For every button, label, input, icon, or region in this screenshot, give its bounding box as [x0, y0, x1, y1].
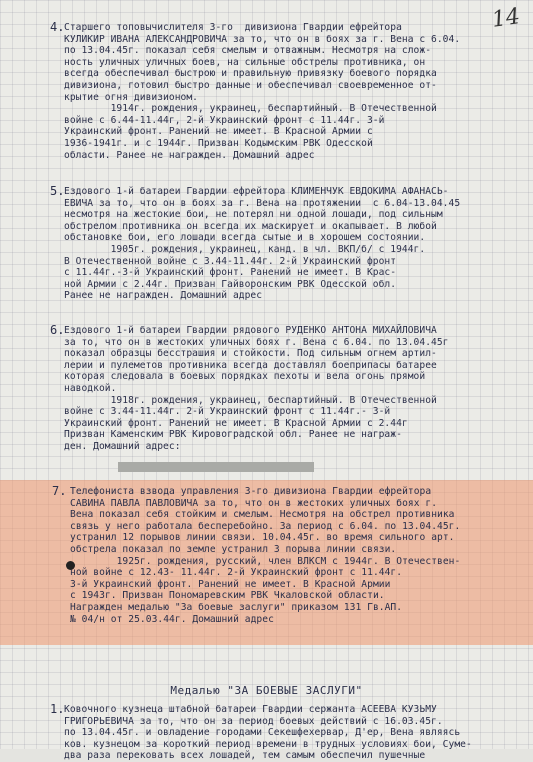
entry-line: Ковочного кузнеца штабной батареи Гвардии сержанта АСЕЕВА КУЗЬМУ	[64, 704, 437, 715]
entry-line: показал образцы бесстрашия и стойкости. Под сильным огнем артил-	[64, 348, 437, 360]
entry-line: 1918г. рождения, украинец, беспартийный. В Отечественной	[64, 394, 437, 406]
entry-line: которая следовала в боевых порядках пехоты и вела огонь прямой	[64, 371, 426, 383]
entry-number: 7.	[52, 484, 67, 498]
entry-number: 5.	[50, 184, 65, 198]
entry-line: Украинский фронт. Ранений не имеет. В Красной Армии с	[64, 126, 373, 138]
entry-line: Ранее не награжден. Домашний адрес	[64, 290, 263, 302]
entry-line: обстрелом противника он всегда их маскирует и окапывает. В любой	[64, 220, 437, 232]
entry-line: устранил 12 порывов линии связи. 10.04.45г. во время сильного арт.	[70, 532, 455, 544]
entry-number: 1.	[50, 702, 65, 716]
entry-line: с 1943г. Призван Пономаревским РВК Чкаловской области.	[70, 590, 385, 602]
entry-number: 6.	[50, 323, 65, 337]
medal-heading: Медалью "ЗА БОЕВЫЕ ЗАСЛУГИ"	[170, 684, 363, 697]
entry-line: ной Армии с 2.44г. Призван Гайворонским РВК Одесской обл.	[64, 278, 397, 290]
entry-line: обстановке бои, его лошади всегда сытые и в хорошем состоянии.	[64, 232, 426, 244]
award-entry	[64, 704, 472, 762]
entry-line: дивизиона, готовил быстро данные и обеспечивал своевременное от-	[64, 79, 437, 91]
entry-line: Ездового 1-й батареи Гвардии рядового РУДЕНКО АНТОНА МИХАЙЛОВИЧА	[64, 325, 437, 336]
entry-line: 3-й Украинский фронт. Ранений не имеет. В Красной Армии	[70, 578, 391, 590]
award-entry	[64, 325, 449, 453]
award-entry	[70, 486, 460, 625]
entry-line: всегда обеспечивал быстрою и правильную привязку боевого порядка	[64, 68, 437, 80]
entry-line: лерии и пулеметов противника всегда доставлял боеприпасы батарее	[64, 359, 437, 371]
entry-line: войне с 6.44-11.44г, 2-й Украинский фронт с 11.44г. 3-й	[64, 114, 385, 126]
entry-line: войне с 3.44-11.44г. 2-й Украинский фронт с 11.44г.- 3-й	[64, 406, 391, 418]
award-entry	[64, 186, 460, 302]
entry-line: ЕВИЧА за то, что он в боях за г. Вена на протяжении с 6.04-13.04.45	[64, 197, 461, 209]
entry-line: 1925г. рождения, русский, член ВЛКСМ с 1944г. В Отечествен-	[70, 555, 461, 567]
entry-line: по 13.04.45г. показал себя смелым и отважным. Несмотря на слож-	[64, 45, 432, 57]
entry-line: обстрела показал по земле устранил 3 порыва линии связи.	[70, 543, 397, 555]
redaction-bar	[118, 462, 314, 472]
entry-number: 4.	[50, 20, 65, 34]
entry-line: крытие огня дивизионом.	[64, 91, 198, 103]
entry-line: В Отечественной войне с 3.44-11.44г. 2-й Украинский фронт	[64, 255, 397, 267]
entry-line: САВИНА ПАВЛА ПАВЛОВИЧА за то, что он в жестоких уличных боях г.	[70, 497, 438, 509]
entry-line: наводкой.	[64, 382, 117, 394]
entry-line: Призван Каменским РВК Кировоградской обл. Ранее не награж-	[64, 429, 402, 441]
entry-line: 1905г. рождения, украинец, канд. в чл. ВКП/б/ с 1944г.	[64, 243, 426, 255]
entry-line: КУЛИКИР ИВАНА АЛЕКСАНДРОВИЧА за то, что он в боях за г. Вена с 6.04.	[64, 33, 461, 45]
entry-line: два раза перековать всех лошадей, тем самым обеспечил пушечные	[64, 750, 426, 762]
entry-line: Телефониста взвода управления 3-го дивизиона Гвардии ефрейтора	[70, 486, 432, 497]
entry-line: Ездового 1-й батареи Гвардии ефрейтора КЛИМЕНЧУК ЕВДОКИМА АФАНАСЬ-	[64, 186, 449, 197]
entry-line: ной войне с 12.43- 11.44г. 2-й Украинский фронт с 11.44г.	[70, 567, 403, 579]
entry-line: по 13.04.45г. и овладение городами Секешфехервар, Д'ер, Вена являясь	[64, 727, 461, 739]
entry-line: 1914г. рождения, украинец, беспартийный. В Отечественной	[64, 103, 437, 115]
entry-line: ден. Домашний адрес:	[64, 440, 181, 452]
entry-line: ГРИГОРЬЕВИЧА за то, что он за период боевых действий с 16.03.45г.	[64, 715, 443, 727]
entry-line: Украинский фронт. Ранений не имеет. В Красной Армии с 2.44г	[64, 417, 408, 429]
entry-line: 1936-1941г. и с 1944г. Призван Кодымским РВК Одесской	[64, 137, 373, 149]
entry-line: за то, что он в жестоких уличных боях г. Вена с 6.04. по 13.04.45г	[64, 336, 449, 348]
entry-line: Старшего топовычислителя 3-го дивизиона Гвардии ефрейтора	[64, 22, 402, 33]
entry-line: связь у него работала бесперебойно. За период с 6.04. по 13.04.45г.	[70, 520, 461, 532]
entry-line: ность уличных уличных боев, на сильные обстрелы противника, он	[64, 56, 426, 68]
entry-line: несмотря на жестокие бои, не потерял ни одной лошади, под сильным	[64, 209, 443, 221]
page-marker: 14	[490, 4, 522, 33]
entry-line: с 11.44г.-3-й Украинский фронт. Ранений не имеет. В Крас-	[64, 267, 397, 279]
award-entry	[64, 22, 460, 161]
entry-line: № 04/н от 25.03.44г. Домашний адрес	[70, 613, 274, 625]
entry-line: ков. кузнецом за короткий период времени в трудных условиях бои, Суме-	[64, 738, 472, 750]
entry-line: Вена показал себя стойким и смелым. Несмотря на обстрел противника	[70, 509, 455, 521]
entry-line: области. Ранее не награжден. Домашний адрес	[64, 149, 315, 161]
entry-line: Награжден медалью "За боевые заслуги" приказом 131 Гв.АП.	[70, 601, 403, 613]
